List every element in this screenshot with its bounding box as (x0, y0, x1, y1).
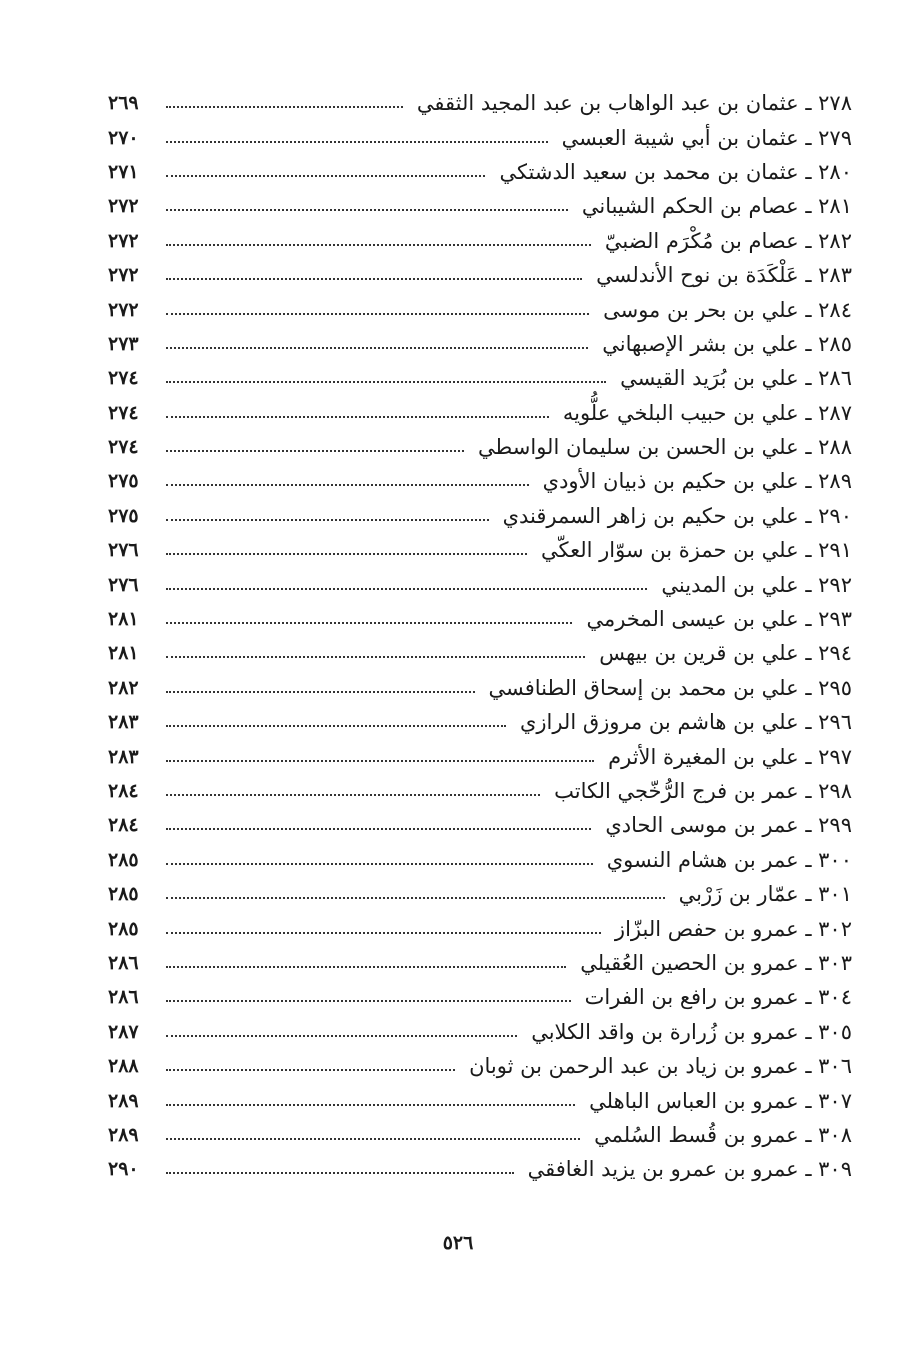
entry-page-number: ٢٦٩ (108, 92, 139, 115)
entry-title: ٢٩٠ ـ علي بن حكيم بن زاهر السمرقندي (502, 503, 852, 528)
dot-leader (166, 313, 589, 315)
entry-page-number: ٢٧٦ (108, 539, 139, 562)
entry-title: ٣٠٧ ـ عمرو بن العباس الباهلي (589, 1088, 852, 1113)
toc-entry (108, 705, 852, 739)
entry-title: ٣٠٠ ـ عمر بن هشام النسوي (606, 847, 852, 872)
toc-entry (108, 361, 852, 395)
dot-leader (166, 622, 572, 624)
entry-page-number: ٢٧٣ (108, 332, 139, 355)
entry-title: ٣٠٩ ـ عمرو بن عمرو بن يزيد الغافقي (527, 1157, 852, 1182)
entry-title: ٢٨٥ ـ علي بن بشر الإصبهاني (602, 331, 852, 356)
toc-entry (108, 189, 852, 223)
dot-leader (166, 656, 585, 658)
table-of-contents (108, 86, 852, 1187)
entry-page-number: ٢٨٥ (108, 848, 139, 871)
toc-entry (108, 155, 852, 189)
toc-entry (108, 86, 852, 120)
entry-page-number: ٢٧٤ (108, 367, 139, 390)
entry-page-number: ٢٨٢ (108, 676, 139, 699)
dot-leader (166, 1138, 580, 1140)
toc-entry (108, 1083, 852, 1117)
entry-title: ٢٩١ ـ علي بن حمزة بن سوّار العكّي (541, 538, 852, 563)
dot-leader (166, 1000, 571, 1002)
entry-title: ٢٩٦ ـ علي بن هاشم بن مروزق الرازي (519, 710, 852, 735)
entry-page-number: ٢٨٦ (108, 951, 139, 974)
toc-entry (108, 292, 852, 326)
entry-title: ٢٧٩ ـ عثمان بن أبي شيبة العبسي (561, 125, 852, 150)
toc-entry (108, 980, 852, 1014)
dot-leader (166, 381, 606, 383)
dot-leader (166, 519, 489, 521)
dot-leader (166, 966, 566, 968)
dot-leader (166, 1069, 455, 1071)
toc-entry (108, 636, 852, 670)
entry-page-number: ٢٨٧ (108, 1020, 139, 1043)
dot-leader (166, 209, 568, 211)
entry-page-number: ٢٨٣ (108, 745, 139, 768)
dot-leader (166, 1104, 575, 1106)
entry-title: ٢٩٣ ـ علي بن عيسى المخرمي (586, 607, 852, 632)
entry-page-number: ٢٧٤ (108, 401, 139, 424)
entry-page-number: ٢٨٤ (108, 814, 139, 837)
dot-leader (166, 897, 665, 899)
toc-entry (108, 1049, 852, 1083)
dot-leader (166, 278, 582, 280)
entry-page-number: ٢٨٩ (108, 1089, 139, 1112)
dot-leader (166, 141, 548, 143)
toc-entry (108, 120, 852, 154)
entry-title: ٢٧٨ ـ عثمان بن عبد الواهاب بن عبد المجيد الثقفي (416, 91, 852, 116)
entry-page-number: ٢٧٢ (108, 195, 139, 218)
entry-page-number: ٢٨٤ (108, 780, 139, 802)
toc-entry (108, 774, 852, 808)
entry-title: ٢٩٢ ـ علي بن المديني (661, 572, 852, 597)
entry-title: ٢٨٧ ـ علي بن حبيب البلخي علُّويه (562, 400, 852, 425)
toc-entry (108, 499, 852, 533)
entry-page-number: ٢٨١ (108, 608, 139, 631)
entry-page-number: ٢٧٥ (108, 504, 139, 527)
toc-entry (108, 258, 852, 292)
entry-title: ٢٨٢ ـ عصام بن مُكْرَم الضبيّ (604, 228, 852, 253)
dot-leader (166, 588, 647, 590)
entry-title: ٢٨٨ ـ علي بن الحسن بن سليمان الواسطي (478, 435, 852, 460)
dot-leader (166, 244, 591, 246)
dot-leader (166, 347, 588, 349)
toc-entry (108, 327, 852, 361)
entry-page-number: ٢٧١ (108, 160, 139, 183)
entry-page-number: ٢٨٥ (108, 883, 139, 906)
entry-title: ٣٠١ ـ عمّار بن زَرْبي (678, 882, 852, 907)
entry-title: ٣٠٢ ـ عمرو بن حفص البزّاز (614, 916, 852, 941)
dot-leader (166, 932, 601, 934)
entry-title: ٣٠٤ ـ عمرو بن رافع بن الفرات (584, 985, 852, 1010)
entry-page-number: ٢٧٦ (108, 573, 139, 596)
toc-entry (108, 1015, 852, 1049)
dot-leader (166, 1172, 514, 1174)
dot-leader (166, 416, 549, 418)
entry-title: ٣٠٥ ـ عمرو بن زُرارة بن واقد الكلابي (531, 1019, 852, 1044)
toc-entry (108, 843, 852, 877)
entry-title: ٢٩٩ ـ عمر بن موسى الحادي (605, 813, 852, 838)
entry-title: ٢٩٧ ـ علي بن المغيرة الأثرم (608, 744, 852, 769)
dot-leader (166, 450, 464, 452)
entry-title: ٢٩٥ ـ علي بن محمد بن إسحاق الطنافسي (488, 675, 852, 700)
entry-page-number: ٢٨٣ (108, 711, 139, 734)
toc-entry (108, 430, 852, 464)
dot-leader (166, 794, 540, 796)
entry-page-number: ٢٨٦ (108, 986, 139, 1009)
entry-title: ٣٠٨ ـ عمرو بن قُسط السُلمي (594, 1122, 852, 1147)
entry-page-number: ٢٧٢ (108, 229, 139, 252)
toc-entry (108, 877, 852, 911)
toc-entry (108, 1152, 852, 1186)
toc-entry (108, 602, 852, 636)
entry-page-number: ٢٨٨ (108, 1055, 139, 1078)
dot-leader (166, 725, 506, 727)
entry-title: ٢٨١ ـ عصام بن الحكم الشيباني (581, 194, 852, 219)
entry-page-number: ٢٨٥ (108, 917, 139, 940)
entry-title: ٢٨٩ ـ علي بن حكيم بن ذبيان الأودي (542, 469, 852, 494)
entry-title: ٢٩٤ ـ علي بن قرين بن بيهس (599, 641, 852, 666)
entry-page-number: ٢٨١ (108, 642, 139, 665)
toc-entry (108, 946, 852, 980)
entry-title: ٢٨٦ ـ علي بن بُرَيد القيسي (620, 366, 852, 391)
dot-leader (166, 863, 593, 865)
page-number: ٥٢٦ (442, 1232, 474, 1254)
entry-page-number: ٢٧٤ (108, 436, 139, 459)
toc-entry (108, 224, 852, 258)
dot-leader (166, 828, 591, 830)
toc-entry (108, 739, 852, 773)
entry-title: ٣٠٦ ـ عمرو بن زياد بن عبد الرحمن بن ثوبان (469, 1054, 852, 1079)
entry-title: ٢٩٨ ـ عمر بن فرج الرُّخّجي الكاتب (554, 779, 852, 803)
toc-entry (108, 911, 852, 945)
toc-entry (108, 533, 852, 567)
entry-title: ٢٨٤ ـ علي بن بحر بن موسى (603, 297, 852, 322)
toc-entry (108, 396, 852, 430)
toc-entry (108, 464, 852, 498)
entry-title: ٣٠٣ ـ عمرو بن الحصين العُقيلي (580, 950, 852, 975)
entry-page-number: ٢٧٢ (108, 264, 139, 287)
dot-leader (166, 553, 527, 555)
dot-leader (166, 106, 403, 108)
toc-entry (108, 567, 852, 601)
entry-title: ٢٨٣ ـ عَلْكَدَة بن نوح الأندلسي (596, 263, 852, 288)
dot-leader (166, 484, 529, 486)
dot-leader (166, 691, 475, 693)
entry-page-number: ٢٩٠ (108, 1158, 139, 1181)
toc-entry (108, 1118, 852, 1152)
entry-title: ٢٨٠ ـ عثمان بن محمد بن سعيد الدشتكي (499, 159, 852, 184)
entry-page-number: ٢٧٢ (108, 298, 139, 321)
toc-entry (108, 671, 852, 705)
toc-entry (108, 808, 852, 842)
dot-leader (166, 175, 485, 177)
dot-leader (166, 1035, 517, 1037)
entry-page-number: ٢٧٥ (108, 470, 139, 493)
entry-page-number: ٢٨٩ (108, 1123, 139, 1146)
entry-page-number: ٢٧٠ (108, 126, 139, 149)
dot-leader (166, 760, 594, 762)
